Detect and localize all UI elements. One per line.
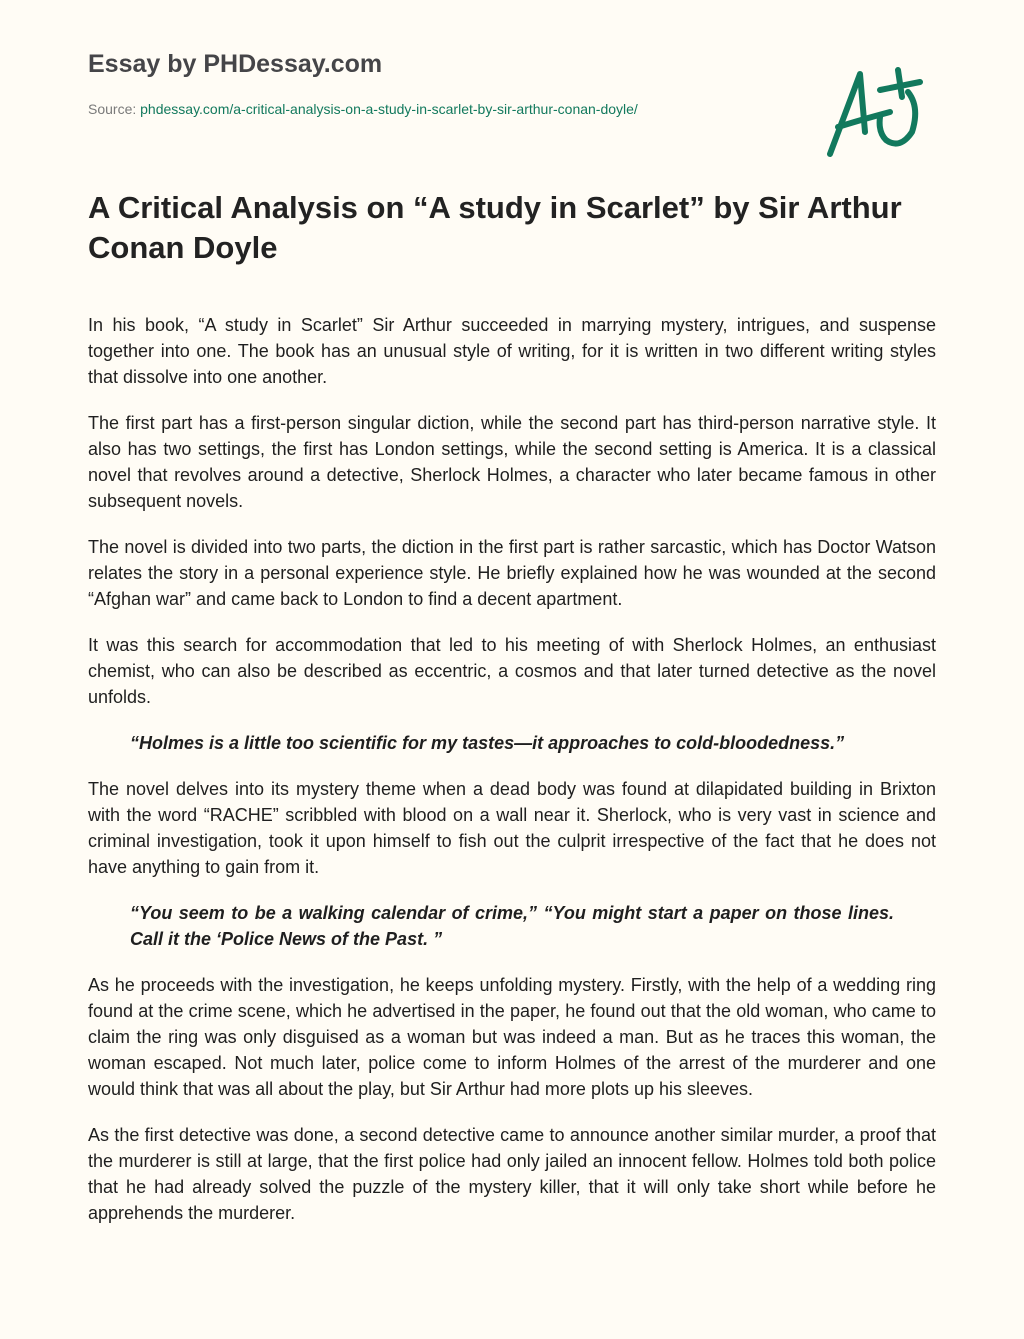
source-link[interactable]: phdessay.com/a-critical-analysis-on-a-study-in-scarlet-by-sir-arthur-conan-doyle/ (140, 101, 638, 117)
source-label: Source: (88, 101, 137, 117)
page-title: A Critical Analysis on “A study in Scarlet” by Sir Arthur Conan Doyle (88, 190, 902, 265)
paragraph: It was this search for accommodation that led to his meeting of with Sherlock Holmes, an enthusiast chemist, who can also be described as eccentric, a cosmos and that later turned detective as the novel unfolds. (88, 635, 936, 707)
paragraph: The novel is divided into two parts, the diction in the first part is rather sarcastic, which has Doctor Watson relates the story in a personal experience style. He briefly explained how he was wounded at the second “Afghan war” and came back to London to find a decent apartment. (88, 537, 936, 609)
site-brand: Essay by PHDessay.com (88, 50, 383, 78)
paragraph: The first part has a first-person singular diction, while the second part has third-person narrative style. It also has two settings, the first has London settings, while the second setting is America. It is a classical novel that revolves around a detective, Sherlock Holmes, a character who later became famous in other subsequent novels. (88, 413, 936, 511)
paragraph: As the first detective was done, a second detective came to announce another similar murder, a proof that the murderer is still at large, that the first police had only jailed an innocent fellow. Holmes told both police that he had already solved the puzzle of the mystery killer, that it will only take short while before he apprehends the murderer. (88, 1125, 936, 1223)
blockquote: “Holmes is a little too scientific for my tastes—it approaches to cold-bloodedness.” (130, 733, 845, 753)
paragraph: In his book, “A study in Scarlet” Sir Arthur succeeded in marrying mystery, intrigues, and suspense together into one. The book has an unusual style of writing, for it is written in two different writing styles that dissolve into one another. (88, 315, 936, 387)
essay-body (88, 312, 936, 1290)
paragraph: As he proceeds with the investigation, he keeps unfolding mystery. Firstly, with the help of a wedding ring found at the crime scene, which he advertised in the paper, he found out that the old woman, who came to claim the ring was only disguised as a woman but was indeed a man. But as he traces this woman, the woman escaped. Not much later, police come to inform Holmes of the arrest of the murderer and one would think that was all about the play, but Sir Arthur had more plots up his sleeves. (88, 975, 936, 1099)
a-plus-logo-icon (820, 62, 930, 162)
source-line (88, 101, 638, 117)
paragraph: The novel delves into its mystery theme when a dead body was found at dilapidated building in Brixton with the word “RACHE” scribbled with blood on a wall near it. Sherlock, who is very vast in science and criminal investigation, took it upon himself to fish out the culprit irrespective of the fact that he does not have anything to gain from it. (88, 779, 936, 877)
blockquote: “You seem to be a walking calendar of crime,” “You might start a paper on those lines. Call it the ‘Police News of the Past. ” (130, 903, 894, 949)
